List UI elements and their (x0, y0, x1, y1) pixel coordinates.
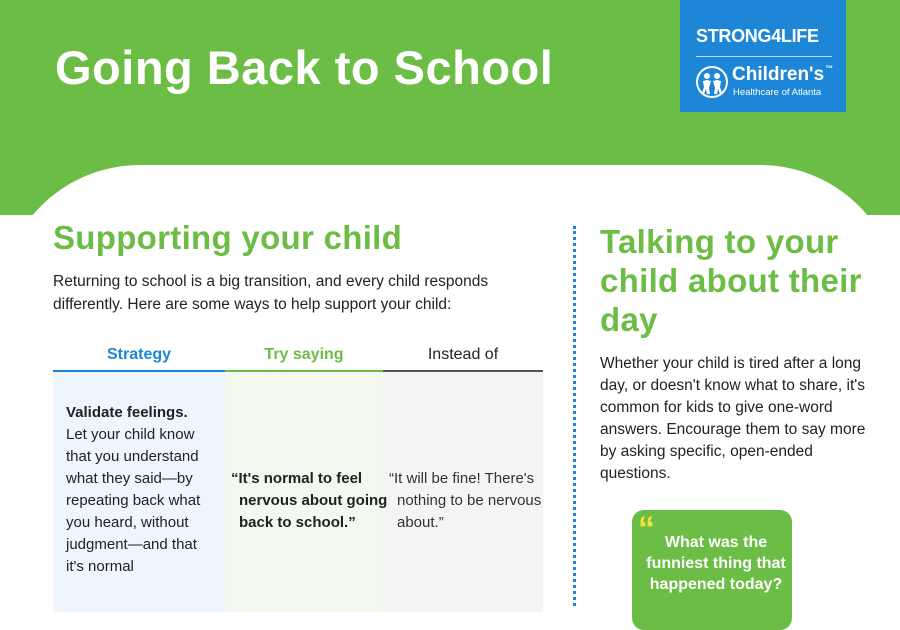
supporting-section (53, 220, 543, 316)
instead-of-cell: “It will be fine! There's nothing to be nervous about.” (389, 470, 542, 531)
supporting-title: Supporting your child (53, 219, 403, 256)
try-saying-cell: “It's normal to feel nervous about going back to school.” (231, 470, 388, 531)
talking-section (600, 222, 870, 485)
talking-body: Whether your child is tired after a long day, or doesn't know what to share, it's common for kids to give one-word answers. Encourage them to say more by asking specific, open-ended questions. (600, 355, 866, 482)
header-strategy: Strategy (106, 346, 172, 363)
column-divider (573, 226, 576, 606)
quote-icon: “ (638, 510, 655, 548)
strategy-text: Let your child know that you understand what they said—by repeating back what you heard, without judgment—and that it's normal (66, 426, 201, 575)
brand-logo[interactable] (680, 0, 846, 112)
quote-bubble (632, 510, 792, 630)
strong4life-logo: STRONG4LIFE (696, 26, 819, 46)
strategy-cell (66, 402, 218, 578)
talking-title: Talking to your child about their day (600, 223, 862, 338)
strategy-heading: Validate feelings. (66, 404, 188, 421)
page-title: Going Back to School (55, 41, 554, 94)
quote-text: What was the funniest thing that happened today? (646, 534, 786, 593)
header-try-saying: Try saying (264, 346, 344, 363)
logo-divider (696, 56, 832, 57)
childrens-kids-icon (696, 66, 728, 98)
supporting-intro: Returning to school is a big transition, and every child responds differently. Here are some ways to help support your child: (53, 273, 489, 314)
header-instead-of: Instead of (427, 346, 499, 363)
logo-subtitle: Healthcare of Atlanta (733, 87, 822, 98)
childrens-wordmark: Children's™ (732, 64, 834, 85)
